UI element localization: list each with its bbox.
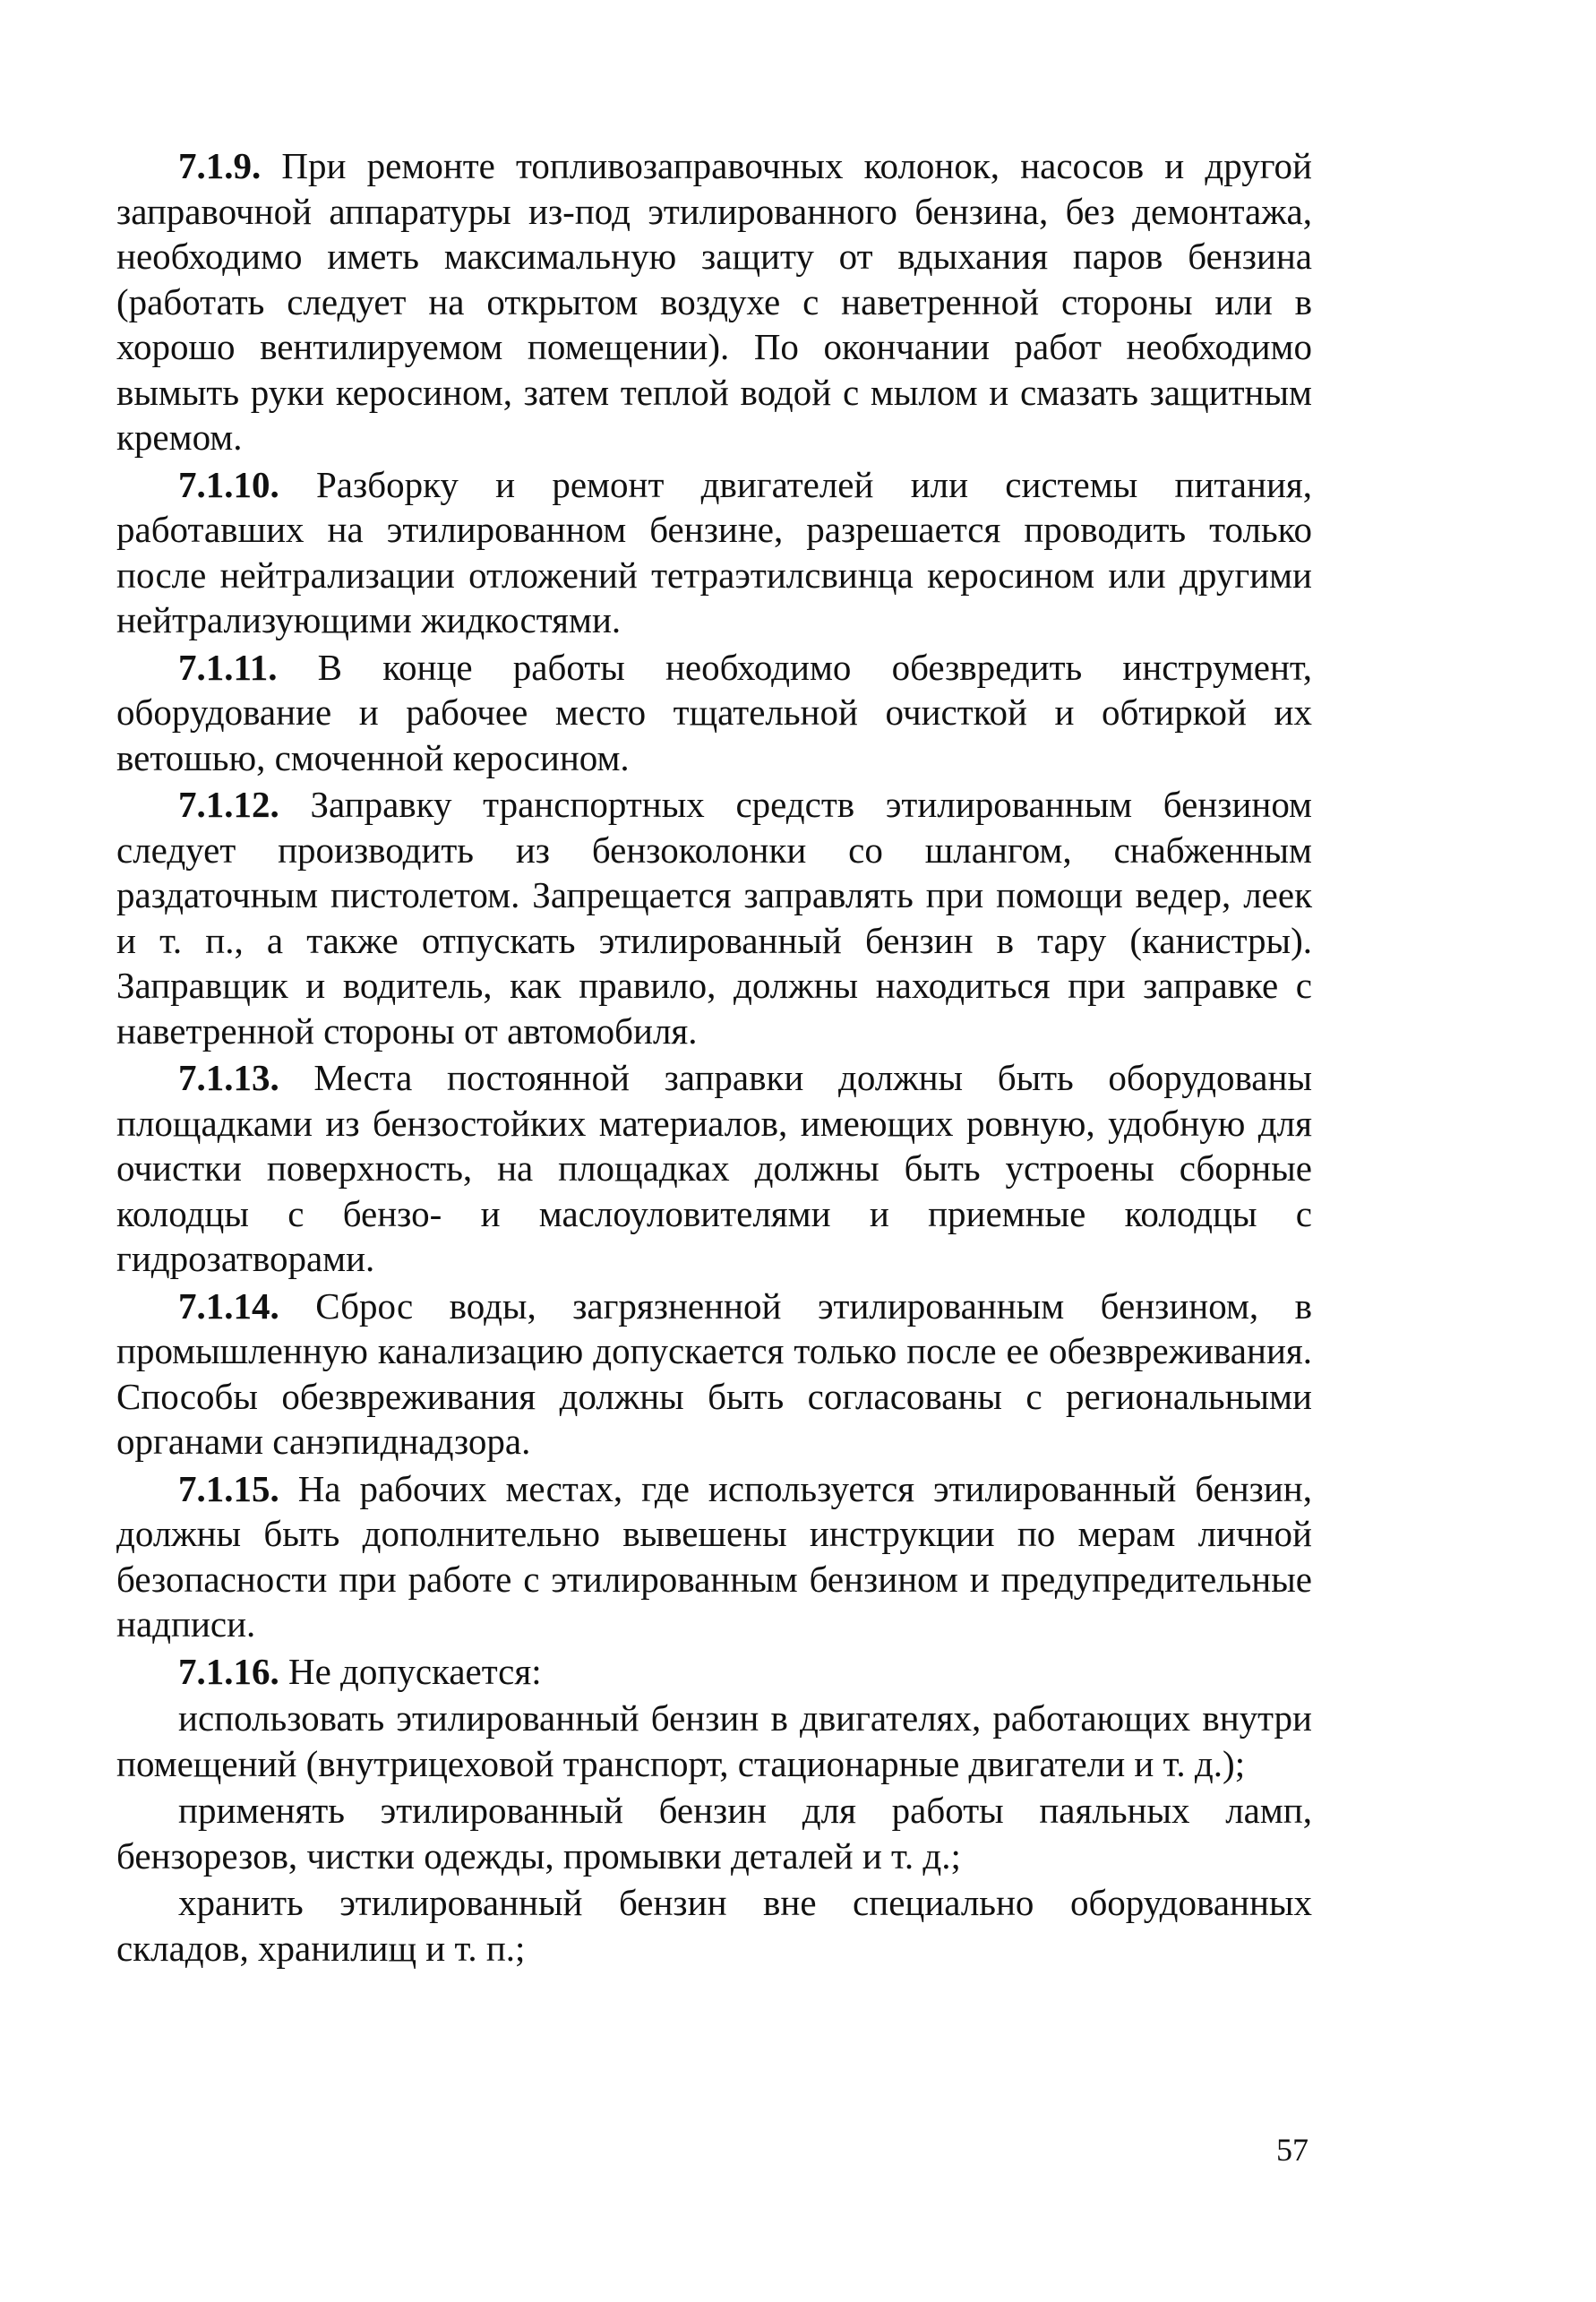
clause-number: 7.1.13.	[178, 1057, 279, 1098]
paragraph-text: использовать этилированный бензин в двигателях, работающих внутри помещений (внутрицеховой транспорт, стационарные двигатели и т. д.);	[116, 1697, 1312, 1784]
clause-number: 7.1.15.	[178, 1467, 279, 1509]
page-number: 57	[1276, 2132, 1309, 2168]
list-item-prohibition-1	[116, 1696, 1312, 1786]
paragraph-text: В конце работы необходимо обезвредить инструмент, оборудование и рабочее место тщательной очисткой и обтиркой их ветошью, смоченной керосином.	[116, 646, 1312, 778]
paragraph-7-1-14	[116, 1284, 1312, 1465]
paragraph-7-1-11	[116, 645, 1312, 781]
paragraph-text: Сброс воды, загрязненной этилированным бензином, в промышленную канализацию допускается только после ее обезвреживания. Способы обезвреживания должны быть согласованы с региональными органами санэпиднадзора.	[116, 1284, 1312, 1462]
list-item-prohibition-3	[116, 1880, 1312, 1971]
paragraph-text: Не допускается:	[279, 1650, 542, 1692]
paragraph-text: При ремонте топливозаправочных колонок, насосов и другой заправочной аппаратуры из-под этилированного бензина, без демонтажа, необходимо иметь максимальную защиту от вдыхания паров бензина (работать следует на открытом воздухе с наветренной стороны или в хорошо вентилируемом помещении). По окончании работ необходимо вымыть руки керосином, затем теплой водой с мылом и смазать защитным кремом.	[116, 145, 1312, 458]
paragraph-7-1-13	[116, 1055, 1312, 1282]
paragraph-text: На рабочих местах, где используется этилированный бензин, должны быть дополнительно вывешены инструкции по мерам личной безопасности при работе с этилированным бензином и предупредительные надписи.	[116, 1467, 1312, 1645]
paragraph-text: Места постоянной заправки должны быть оборудованы площадками из бензостойких материалов, имеющих ровную, удобную для очистки поверхность, на площадках должны быть устроены сборные колодцы с бензо- и маслоуловителями и приемные колодцы с гидрозатворами.	[116, 1057, 1312, 1279]
paragraph-text: Разборку и ремонт двигателей или системы питания, работавших на этилированном бензине, разрешается проводить только после нейтрализации отложений тетраэтилсвинца керосином или другими нейтрализующими жидкостями.	[116, 463, 1312, 640]
paragraph-7-1-12	[116, 782, 1312, 1053]
list-item-prohibition-2	[116, 1788, 1312, 1878]
paragraph-text: применять этилированный бензин для работы паяльных ламп, бензорезов, чистки одежды, промывки деталей и т. д.;	[116, 1790, 1312, 1877]
document-body	[116, 143, 1312, 1972]
clause-number: 7.1.9.	[178, 145, 262, 186]
paragraph-text: хранить этилированный бензин вне специально оборудованных складов, хранилищ и т. п.;	[116, 1882, 1312, 1969]
clause-number: 7.1.14.	[178, 1284, 279, 1327]
paragraph-text: Заправку транспортных средств этилированным бензином следует производить из бензоколонки со шлангом, снабженным раздаточным пистолетом. Запрещается заправлять при помощи ведер, леек и т. п., а также отпускать этилированный бензин в тару (канистры). Заправщик и водитель, как правило, должны находиться при заправке с наветренной стороны от автомобиля.	[116, 784, 1312, 1052]
clause-number: 7.1.10.	[178, 463, 279, 505]
clause-number: 7.1.12.	[178, 784, 279, 825]
clause-number: 7.1.11.	[178, 646, 278, 688]
paragraph-7-1-9	[116, 143, 1312, 460]
paragraph-7-1-10	[116, 462, 1312, 643]
clause-number: 7.1.16.	[178, 1650, 279, 1692]
paragraph-7-1-16	[116, 1649, 1312, 1695]
paragraph-7-1-15	[116, 1466, 1312, 1647]
